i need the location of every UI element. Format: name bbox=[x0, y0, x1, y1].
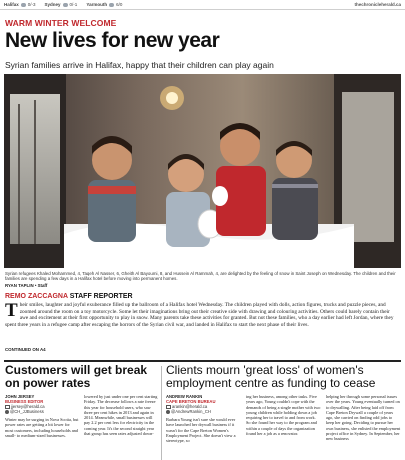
lead-byline bbox=[5, 293, 133, 300]
employment-centre-text-3: helping her through some personal issues over the years. Young eventually turned on to drywalling. After being laid off from Cape Breton Drywall a couple of years ago, she carried on finding odd jobs to keep her going. Deciding to pursue her own business, she enlisted the employment project office in Sydney. In September, her new business bbox=[326, 394, 401, 442]
lead-headline: New lives for new year bbox=[5, 29, 220, 52]
employment-centre-byline: ANDREW RANKIN bbox=[166, 394, 203, 399]
power-rates-email[interactable]: jjersey@herald.ca bbox=[5, 404, 79, 409]
photo-caption: Syrian refugees Khaled Mohammed, 4, Taqeh Al Nasser, 6, Gheith Al Bayoumi, 8, and Hussein Al Rammah, 4, are delighted by the feeling of snow in Saint Joseph on Wednesday. The children and their families are spending a few days in a Halifax hotel before moving into permanent homes. bbox=[5, 271, 396, 282]
power-rates-byline: JOHN JERSEY bbox=[5, 394, 35, 399]
cloud-icon bbox=[63, 3, 68, 7]
column-divider bbox=[161, 366, 162, 460]
lead-deck: Syrian families arrive in Halifax, happy that their children can play again bbox=[5, 60, 274, 70]
employment-centre-story bbox=[166, 363, 401, 444]
employment-centre-text-2: ing her business, among other tasks. Five years ago, Young couldn't cope with the demands of being a single mother with two young children while holding down a job requiring her to travel to and from work. So she found her way to the program and within a couple of days the organization found her a job as a renovator. bbox=[246, 394, 321, 437]
cloud-icon bbox=[21, 3, 26, 7]
byline-role: STAFF REPORTER bbox=[69, 293, 133, 300]
byline-name: REMO ZACCAGNA bbox=[5, 293, 68, 300]
section-divider bbox=[4, 360, 401, 362]
power-rates-text-2: lowered by just under one per cent starting Friday. The decrease follows a rate freeze this year for household users, who saw three per cent hikes in 2013 and again in 2014. Meanwhile, small businesses will pay 2.2 per cent less for electricity in the coming year. It's the second straight year that group has seen rates adjusted down- bbox=[84, 394, 158, 437]
twitter-icon bbox=[5, 410, 9, 414]
employment-centre-col-1 bbox=[166, 394, 241, 443]
employment-centre-headline[interactable]: Clients mourn 'great loss' of women's employment centre as funding to cease bbox=[166, 363, 376, 390]
employment-centre-twitter[interactable]: @AndrewRankin_CH bbox=[166, 409, 241, 414]
site-url[interactable]: thechronicleherald.ca bbox=[354, 2, 401, 7]
lead-photo bbox=[4, 74, 401, 268]
weather-item: Halifax 0/-3 bbox=[4, 2, 36, 7]
power-rates-role: BUSINESS EDITOR bbox=[5, 399, 44, 404]
top-bar bbox=[0, 0, 405, 10]
power-rates-twitter[interactable]: @CH_JJBusiness bbox=[5, 409, 79, 414]
lead-story-body bbox=[5, 302, 399, 328]
photo-credit: RYAN TAPLIN • Staff bbox=[5, 283, 48, 288]
power-rates-headline[interactable]: Customers will get break on power rates bbox=[5, 363, 148, 390]
continued-link[interactable]: CONTINUED ON A4 bbox=[5, 347, 46, 352]
weather-item: Sydney 0/-1 bbox=[44, 2, 78, 7]
power-rates-columns bbox=[5, 394, 158, 438]
employment-centre-role: CAPE BRETON BUREAU bbox=[166, 399, 216, 404]
lead-story-text: heir smiles, laughter and joyful exuberance filled up the ballroom of a Halifax hotel Wednesday. The children played with dolls, action figures, trucks and puzzle pieces, and zoomed around the room on a toy motorcycle. Some let their imaginations bring out their creative side with drawing and colouring activities. Others could barely contain their awe and excitement at their first opportunity to play in snow. Many parents take these activities for granted. But not these families, who a day earlier had left Jordan, where they spent three years in a refugee camp after escaping the horrors of the Syrian civil war, and landed in Halifax to start the next phase of their lives. bbox=[5, 302, 394, 328]
twitter-icon bbox=[166, 410, 170, 414]
power-rates-story bbox=[5, 363, 158, 438]
employment-centre-text-1: Barbara Young isn't sure she would ever have launched her drywall business if it wasn't for the Cape Breton Women's Employment Project. She doesn't view a stereotype, so bbox=[166, 417, 236, 444]
drop-cap: T bbox=[5, 300, 18, 321]
employment-centre-columns bbox=[166, 394, 401, 443]
weather-strip bbox=[4, 2, 122, 7]
weather-item: Yarmouth 6/0 bbox=[86, 2, 123, 7]
power-rates-col-1 bbox=[5, 394, 79, 438]
lead-kicker: WARM WINTER WELCOME bbox=[5, 18, 117, 28]
power-rates-text-1: Winter may be surging in Nova Scotia, but power rates are getting a bit lower for most customers, including households and small- to medium-sized businesses. bbox=[5, 417, 79, 438]
cloud-icon bbox=[109, 3, 114, 7]
employment-centre-email[interactable]: arankin@herald.ca bbox=[166, 404, 241, 409]
